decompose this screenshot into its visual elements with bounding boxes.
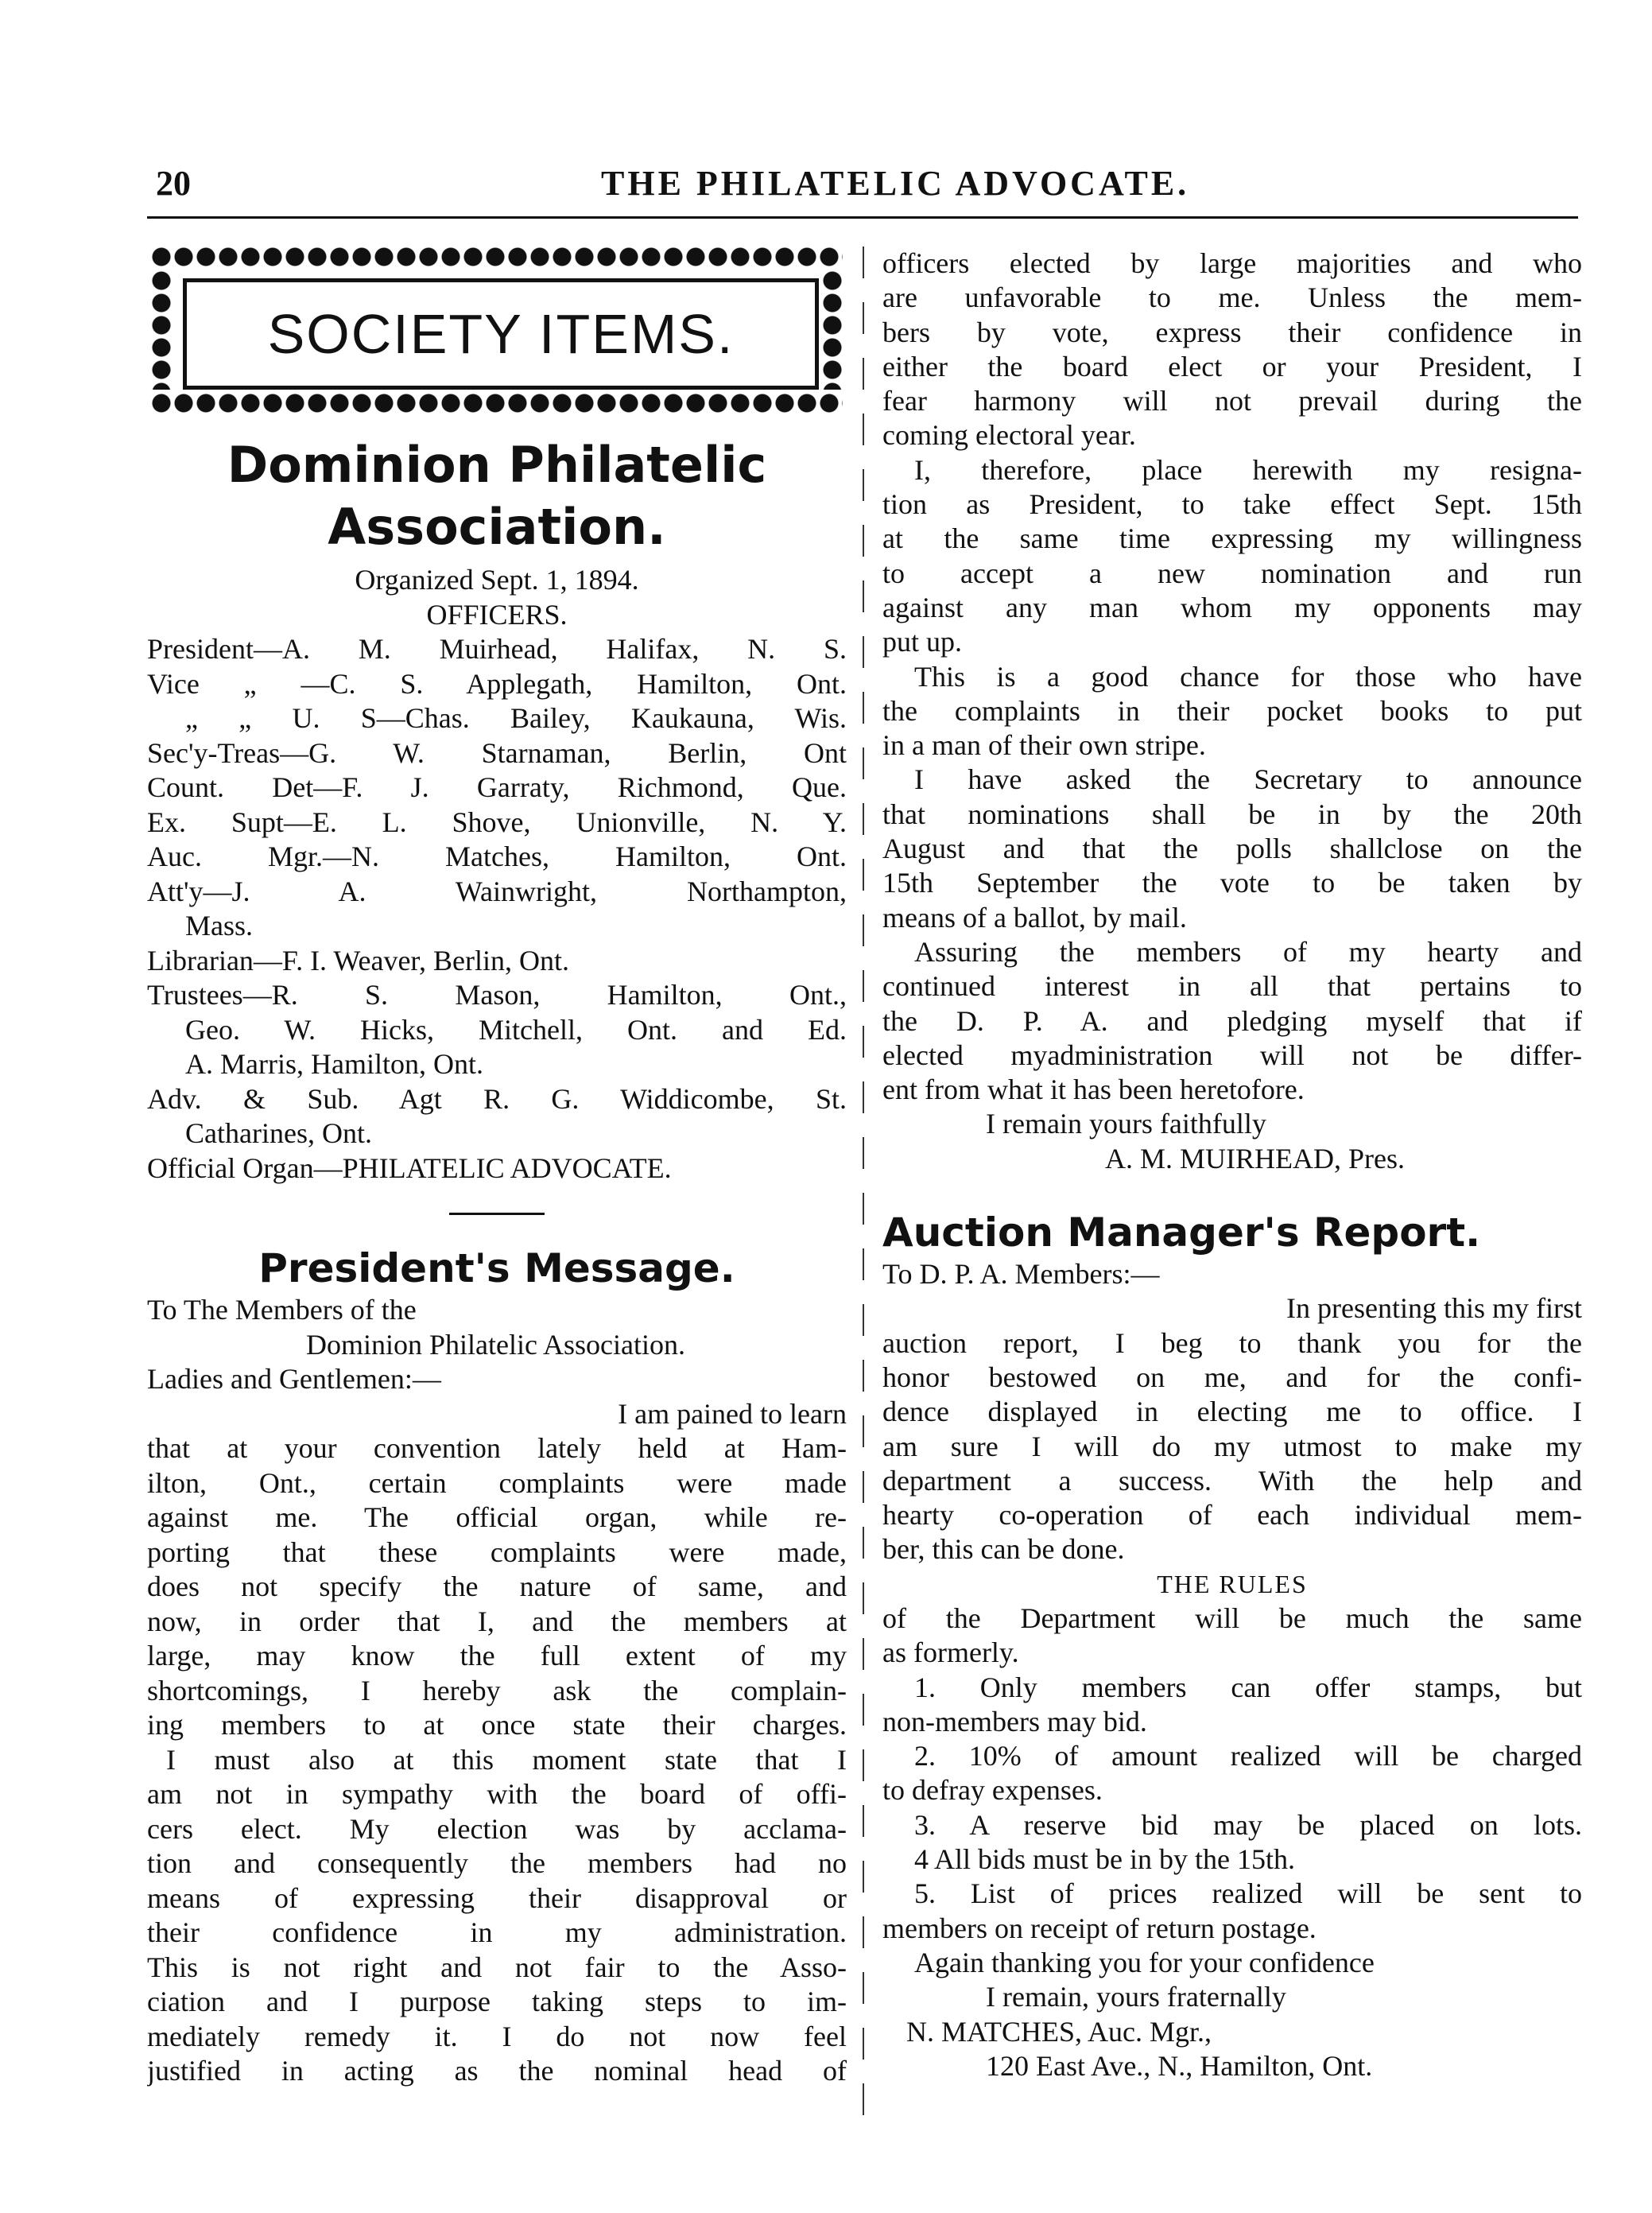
officer-line: Auc. Mgr.—N. Matches, Hamilton, Ont. [147,841,847,872]
text-line: I have asked the Secretary to announce [914,763,1582,796]
salutation-line: To The Members of the [147,1294,417,1326]
closing-line: I remain yours faithfully [986,1108,1266,1140]
banner-frame [183,278,819,390]
text-line: department a success. With the help and [882,1464,1582,1497]
text-line: bers by vote, express their confidence in [882,316,1582,348]
text-line: ber, this can be done. [882,1533,1125,1566]
text-line: now, in order that I, and the members at [147,1605,847,1637]
text-line: coming electoral year. [882,419,1136,452]
text-line: 15th September the vote to be taken by [882,867,1582,899]
text-line: as formerly. [882,1636,1019,1669]
text-line: cers elect. My election was by acclama- [147,1812,847,1845]
text-line: I am pained to learn [618,1397,847,1430]
text-line: Assuring the members of my hearty and [914,935,1582,968]
text-line: put up. [882,626,963,658]
officer-line: Count. Det—F. J. Garraty, Richmond, Que. [147,771,847,803]
officers-heading: OFFICERS. [426,598,568,631]
officer-line: Geo. W. Hicks, Mitchell, Ont. and Ed. [185,1013,847,1046]
rules-heading: THE RULES [1157,1569,1308,1598]
auction-report-body [882,1291,1582,2083]
banner-dot-border-left [151,270,172,390]
officer-line: Ex. Supt—E. L. Shove, Unionville, N. Y. [147,806,847,838]
text-line: honor bestowed on me, and for the confi- [882,1361,1582,1393]
text-line: fear harmony will not prevail during the [882,385,1582,417]
rule-line: non-members may bid. [882,1705,1147,1737]
officer-line: Trustees—R. S. Mason, Hamilton, Ont., [147,979,847,1011]
officer-line: Mass. [185,910,254,941]
officer-line: President—A. M. Muirhead, Halifax, N. S. [147,633,847,665]
text-line: In presenting this my first [1286,1292,1582,1325]
column-divider [863,247,864,2139]
text-line: shortcomings, I hereby ask the complain- [147,1674,847,1706]
page-number: 20 [156,164,191,203]
rule-line: to defray expenses. [882,1774,1103,1807]
rule-line: 4 All bids must be in by the 15th. [914,1843,1296,1876]
text-line: ciation and I purpose taking steps to im- [147,1986,847,2017]
text-line: dence displayed in electing me to office. I [882,1396,1582,1428]
president-message-body [147,1397,847,2089]
president-message-continued [882,247,1582,1176]
organized-date: Organized Sept. 1, 1894. [355,564,639,596]
text-line: large, may know the full extent of my [147,1640,847,1671]
rule-line: 5. List of prices realized will be sent to [914,1877,1582,1910]
banner-dot-border-bottom [151,393,843,413]
text-line: This is a good chance for those who have [914,660,1582,693]
signature-address: 120 East Ave., N., Hamilton, Ont. [986,2049,1373,2082]
text-line: ent from what it has been heretofore. [882,1073,1305,1106]
text-line: against me. The official organ, while re- [147,1501,847,1533]
text-line: I must also at this moment state that I [166,1743,847,1776]
rule-line: 1. Only members can offer stamps, but [914,1671,1582,1703]
text-line: tion and consequently the members had no [147,1847,847,1879]
header-rule [147,216,1578,219]
text-line: elected myadministration will not be differ- [882,1039,1582,1071]
text-line: against any man whom my opponents may [882,591,1582,623]
text-line: ilton, Ont., certain complaints were made [147,1466,847,1499]
salutation-line: Dominion Philatelic Association. [306,1328,685,1361]
running-title: THE PHILATELIC ADVOCATE. [601,164,1190,203]
text-line: that nominations shall be in by the 20th [882,798,1582,830]
official-organ-line: Official Organ—PHILATELIC ADVOCATE. [147,1151,672,1184]
text-line: hearty co-operation of each individual mem- [882,1499,1582,1532]
rule-line: 2. 10% of amount realized will be charged [914,1740,1582,1772]
left-column [147,247,847,2089]
banner-dot-border-top [151,247,843,267]
text-line: at the same time expressing my willingness [882,522,1582,555]
officer-line: Adv. & Sub. Agt R. G. Widdicombe, St. [147,1082,847,1115]
officers-list [147,632,847,1186]
officer-line: Vice „ —C. S. Applegath, Hamilton, Ont. [147,667,847,700]
text-line: means of a ballot, by mail. [882,901,1187,934]
officer-line: Catharines, Ont. [185,1117,372,1149]
text-line: of the Department will be much the same [882,1602,1582,1634]
closing-line: Again thanking you for your confidence [914,1946,1375,1978]
text-line: ing members to at once state their charges. [147,1709,847,1741]
text-line: the complaints in their pocket books to put [882,694,1582,727]
officer-line: Sec'y-Treas—G. W. Starnaman, Berlin, Ont [147,736,847,769]
closing-line: I remain, yours fraternally [986,1981,1286,2013]
officer-line: A. Marris, Hamilton, Ont. [185,1048,483,1080]
page-header [156,163,1579,211]
officer-line: Librarian—F. I. Weaver, Berlin, Ont. [147,944,569,976]
signature: A. M. MUIRHEAD, Pres. [1105,1142,1405,1174]
auction-to-line: To D. P. A. Members:— [882,1258,1160,1291]
text-line: am not in sympathy with the board of offi- [147,1778,847,1810]
text-line: porting that these complaints were made, [147,1536,847,1568]
text-line: their confidence in my administration. [147,1916,847,1948]
signature: N. MATCHES, Auc. Mgr., [906,2015,1212,2048]
text-line: means of expressing their disapproval or [147,1881,847,1914]
rule-line: 3. A reserve bid may be placed on lots. [914,1808,1582,1841]
salutation-line: Ladies and Gentlemen:— [147,1363,441,1395]
society-items-banner [151,247,843,413]
text-line: mediately remedy it. I do not now feel [147,2020,847,2052]
text-line: does not specify the nature of same, and [147,1570,847,1602]
section-divider [449,1213,545,1215]
officer-line: „ „ U. S—Chas. Bailey, Kaukauna, Wis. [185,702,847,734]
text-line: that at your convention lately held at Ham- [147,1432,847,1464]
president-message-heading: President's Message. [258,1245,735,1291]
text-line: in a man of their own stripe. [882,729,1206,762]
text-line: auction report, I beg to thank you for the [882,1326,1582,1359]
text-line: to accept a new nomination and run [882,557,1582,589]
right-column [882,247,1582,2083]
banner-dot-border-right [822,270,843,390]
association-name-line1: Dominion Philatelic [227,436,767,494]
banner-title: SOCIETY ITEMS. [267,303,735,365]
text-line: justified in acting as the nominal head of [147,2055,847,2087]
text-line: are unfavorable to me. Unless the mem- [882,281,1582,314]
association-name-line2: Association. [328,498,666,556]
text-line: either the board elect or your President, I [882,350,1582,382]
text-line: continued interest in all that pertains to [882,970,1582,1003]
text-line: August and that the polls shallclose on the [882,833,1582,865]
text-line: tion as President, to take effect Sept. 15th [882,488,1582,521]
text-line: I, therefore, place herewith my resigna- [914,453,1582,486]
officer-line: Att'y—J. A. Wainwright, Northampton, [147,875,847,907]
auction-report-heading: Auction Manager's Report. [882,1209,1481,1256]
text-line: am sure I will do my utmost to make my [882,1430,1582,1462]
text-line: the D. P. A. and pledging myself that if [882,1004,1582,1037]
rule-line: members on receipt of return postage. [882,1912,1317,1944]
text-line: officers elected by large majorities and who [882,247,1582,279]
text-line: This is not right and not fair to the Asso- [147,1951,847,1983]
